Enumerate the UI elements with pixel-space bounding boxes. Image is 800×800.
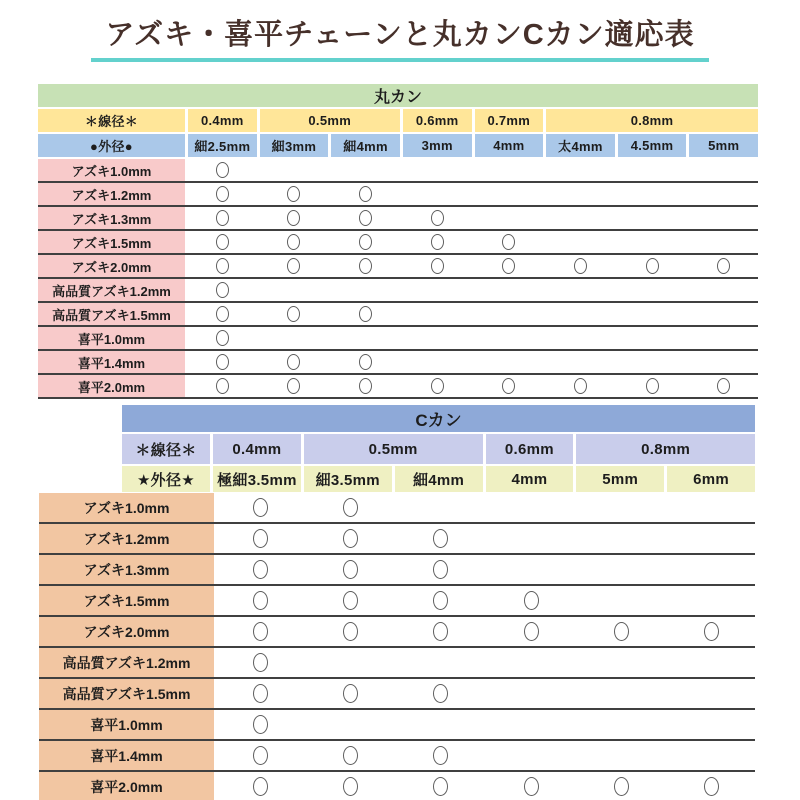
wire-size-cell: 0.6mm: [486, 434, 574, 464]
outer-size-cell: 6mm: [667, 466, 755, 492]
compatible-circle-mark: [343, 591, 358, 610]
mark-cell: [188, 303, 257, 325]
outer-diameter-label: ●外径●: [38, 134, 185, 157]
mark-cell: [331, 351, 400, 373]
compatible-circle-mark: [287, 378, 300, 394]
mark-cell: [487, 524, 574, 553]
row-label: アズキ1.5mm: [39, 586, 214, 615]
mark-cell: [546, 279, 615, 301]
mark-cell: [668, 524, 755, 553]
compatible-circle-mark: [216, 378, 229, 394]
mark-cell: [668, 710, 755, 739]
mark-cell: [307, 493, 394, 522]
outer-size-cell: 4mm: [486, 466, 574, 492]
marukan-table: [38, 84, 758, 399]
compatible-circle-mark: [343, 622, 358, 641]
mark-cell: [217, 555, 304, 584]
t1-title: 丸カン: [38, 84, 758, 107]
outer-size-cell: 細2.5mm: [188, 134, 257, 157]
mark-cell: [307, 710, 394, 739]
compatible-circle-mark: [253, 622, 268, 641]
mark-cell: [578, 772, 665, 800]
mark-cell: [403, 327, 472, 349]
compatible-circle-mark: [359, 210, 372, 226]
mark-cell: [188, 183, 257, 205]
mark-cell: [668, 741, 755, 770]
compatible-circle-mark: [216, 306, 229, 322]
mark-cell: [546, 303, 615, 325]
t2-title: Cカン: [122, 405, 755, 432]
compatible-circle-mark: [614, 622, 629, 641]
mark-cell: [331, 207, 400, 229]
mark-cell: [578, 617, 665, 646]
compatible-circle-mark: [287, 258, 300, 274]
mark-cell: [668, 586, 755, 615]
wire-size-cell: 0.8mm: [576, 434, 755, 464]
mark-cell: [689, 279, 758, 301]
mark-cell: [260, 255, 329, 277]
compatible-circle-mark: [717, 258, 730, 274]
compatible-circle-mark: [287, 354, 300, 370]
table-row: [39, 586, 755, 617]
mark-cell: [331, 231, 400, 253]
table-row: [38, 351, 758, 375]
wire-size-cell: 0.5mm: [260, 109, 400, 132]
row-label: アズキ2.0mm: [39, 617, 214, 646]
mark-cell: [188, 327, 257, 349]
mark-cell: [618, 159, 687, 181]
compatible-circle-mark: [216, 234, 229, 250]
outer-size-cell: 4mm: [475, 134, 544, 157]
compatible-circle-mark: [287, 306, 300, 322]
mark-cell: [217, 586, 304, 615]
outer-diameter-label: ★外径★: [122, 466, 210, 492]
mark-cell: [487, 648, 574, 677]
compatible-circle-mark: [253, 529, 268, 548]
mark-cell: [403, 303, 472, 325]
mark-cell: [546, 375, 615, 397]
row-label: アズキ1.3mm: [38, 207, 185, 229]
compatible-circle-mark: [502, 258, 515, 274]
row-label: アズキ1.2mm: [38, 183, 185, 205]
mark-cell: [618, 303, 687, 325]
mark-cell: [307, 524, 394, 553]
table-row: [39, 524, 755, 555]
mark-cell: [689, 231, 758, 253]
table-row: [38, 159, 758, 183]
mark-cell: [331, 183, 400, 205]
mark-cell: [475, 327, 544, 349]
table-row: [39, 741, 755, 772]
t2-outer-row: [122, 466, 755, 492]
wire-size-cell: 0.4mm: [213, 434, 301, 464]
compatible-circle-mark: [502, 378, 515, 394]
mark-cell: [689, 207, 758, 229]
mark-cell: [397, 648, 484, 677]
mark-cell: [475, 159, 544, 181]
mark-cell: [578, 555, 665, 584]
mark-cell: [689, 159, 758, 181]
compatible-circle-mark: [253, 653, 268, 672]
compatible-circle-mark: [253, 777, 268, 796]
mark-cell: [403, 231, 472, 253]
wire-size-cell: 0.6mm: [403, 109, 472, 132]
mark-cell: [578, 741, 665, 770]
row-label: アズキ1.3mm: [39, 555, 214, 584]
outer-size-cell: 細4mm: [395, 466, 483, 492]
compatible-circle-mark: [502, 234, 515, 250]
mark-cell: [618, 207, 687, 229]
mark-cell: [397, 493, 484, 522]
mark-cell: [668, 493, 755, 522]
mark-cell: [403, 375, 472, 397]
table-row: [39, 648, 755, 679]
compatible-circle-mark: [433, 529, 448, 548]
mark-cell: [397, 524, 484, 553]
mark-cell: [668, 555, 755, 584]
outer-size-cell: 5mm: [689, 134, 758, 157]
mark-cell: [397, 772, 484, 800]
compatible-circle-mark: [431, 258, 444, 274]
mark-cell: [307, 555, 394, 584]
wire-size-cell: 0.5mm: [304, 434, 483, 464]
mark-cell: [578, 524, 665, 553]
mark-cell: [217, 493, 304, 522]
outer-size-cell: 4.5mm: [618, 134, 687, 157]
mark-cell: [487, 772, 574, 800]
row-label: 高品質アズキ1.5mm: [38, 303, 185, 325]
mark-cell: [578, 679, 665, 708]
mark-cell: [689, 183, 758, 205]
mark-cell: [689, 351, 758, 373]
mark-cell: [578, 586, 665, 615]
compatible-circle-mark: [216, 282, 229, 298]
mark-cell: [668, 648, 755, 677]
compatible-circle-mark: [717, 378, 730, 394]
row-label: 喜平1.0mm: [39, 710, 214, 739]
compatible-circle-mark: [216, 354, 229, 370]
outer-size-cell: 極細3.5mm: [213, 466, 301, 492]
ckan-table-header: [122, 405, 755, 494]
mark-cell: [475, 351, 544, 373]
mark-cell: [487, 493, 574, 522]
table-row: [39, 679, 755, 710]
mark-cell: [475, 303, 544, 325]
mark-cell: [475, 279, 544, 301]
compatible-circle-mark: [253, 684, 268, 703]
compatible-circle-mark: [287, 210, 300, 226]
mark-cell: [188, 351, 257, 373]
table-row: [38, 183, 758, 207]
compatible-circle-mark: [287, 234, 300, 250]
mark-cell: [618, 231, 687, 253]
mark-cell: [475, 207, 544, 229]
mark-cell: [307, 617, 394, 646]
mark-cell: [260, 231, 329, 253]
mark-cell: [618, 183, 687, 205]
mark-cell: [188, 255, 257, 277]
mark-cell: [260, 327, 329, 349]
compatible-circle-mark: [524, 591, 539, 610]
compatible-circle-mark: [253, 498, 268, 517]
compatible-circle-mark: [343, 777, 358, 796]
compatible-circle-mark: [433, 777, 448, 796]
row-label: 喜平1.0mm: [38, 327, 185, 349]
page-title: [0, 12, 800, 62]
mark-cell: [260, 303, 329, 325]
mark-cell: [618, 351, 687, 373]
mark-cell: [487, 555, 574, 584]
compatible-circle-mark: [359, 354, 372, 370]
mark-cell: [331, 327, 400, 349]
table-row: [38, 279, 758, 303]
t1-wire-row: [38, 109, 758, 132]
mark-cell: [618, 255, 687, 277]
mark-cell: [331, 255, 400, 277]
outer-size-cell: 5mm: [576, 466, 664, 492]
compatible-circle-mark: [704, 777, 719, 796]
mark-cell: [578, 648, 665, 677]
mark-cell: [217, 524, 304, 553]
row-label: アズキ1.0mm: [39, 493, 214, 522]
mark-cell: [331, 375, 400, 397]
table-row: [38, 255, 758, 279]
compatible-circle-mark: [433, 746, 448, 765]
mark-cell: [397, 710, 484, 739]
compatible-circle-mark: [646, 258, 659, 274]
mark-cell: [546, 183, 615, 205]
mark-cell: [260, 279, 329, 301]
mark-cell: [331, 159, 400, 181]
compatible-circle-mark: [574, 378, 587, 394]
mark-cell: [487, 617, 574, 646]
compatible-circle-mark: [343, 746, 358, 765]
wire-size-cell: 0.7mm: [475, 109, 544, 132]
compatible-circle-mark: [614, 777, 629, 796]
mark-cell: [403, 183, 472, 205]
table-row: [39, 710, 755, 741]
mark-cell: [668, 772, 755, 800]
mark-cell: [546, 327, 615, 349]
row-label: 喜平1.4mm: [38, 351, 185, 373]
mark-cell: [188, 375, 257, 397]
table-row: [38, 231, 758, 255]
compatible-circle-mark: [433, 591, 448, 610]
compatible-circle-mark: [253, 591, 268, 610]
compatible-circle-mark: [216, 330, 229, 346]
compatible-circle-mark: [704, 622, 719, 641]
mark-cell: [397, 741, 484, 770]
outer-size-cell: 細4mm: [331, 134, 400, 157]
row-label: 高品質アズキ1.2mm: [39, 648, 214, 677]
outer-size-cell: 太4mm: [546, 134, 615, 157]
mark-cell: [487, 586, 574, 615]
mark-cell: [689, 303, 758, 325]
compatible-circle-mark: [216, 258, 229, 274]
mark-cell: [188, 159, 257, 181]
mark-cell: [260, 375, 329, 397]
mark-cell: [217, 648, 304, 677]
compatible-circle-mark: [253, 715, 268, 734]
mark-cell: [403, 207, 472, 229]
ckan-table-body: [39, 493, 755, 800]
mark-cell: [487, 741, 574, 770]
mark-cell: [546, 231, 615, 253]
mark-cell: [307, 648, 394, 677]
mark-cell: [403, 255, 472, 277]
compatible-circle-mark: [253, 560, 268, 579]
row-label: アズキ1.0mm: [38, 159, 185, 181]
mark-cell: [217, 741, 304, 770]
compatible-circle-mark: [431, 234, 444, 250]
row-label: アズキ1.2mm: [39, 524, 214, 553]
mark-cell: [260, 207, 329, 229]
mark-cell: [217, 772, 304, 800]
compatible-circle-mark: [433, 622, 448, 641]
mark-cell: [397, 617, 484, 646]
mark-cell: [331, 303, 400, 325]
mark-cell: [689, 255, 758, 277]
outer-size-cell: 3mm: [403, 134, 472, 157]
table-row: [39, 617, 755, 648]
mark-cell: [578, 493, 665, 522]
mark-cell: [403, 351, 472, 373]
row-label: 喜平2.0mm: [38, 375, 185, 397]
mark-cell: [546, 351, 615, 373]
wire-size-cell: 0.4mm: [188, 109, 257, 132]
table-row: [38, 207, 758, 231]
row-label: アズキ2.0mm: [38, 255, 185, 277]
mark-cell: [487, 710, 574, 739]
mark-cell: [546, 255, 615, 277]
mark-cell: [618, 327, 687, 349]
mark-cell: [217, 679, 304, 708]
row-label: 高品質アズキ1.2mm: [38, 279, 185, 301]
mark-cell: [188, 231, 257, 253]
mark-cell: [403, 279, 472, 301]
table-row: [38, 303, 758, 327]
compatible-circle-mark: [253, 746, 268, 765]
compatible-circle-mark: [359, 258, 372, 274]
table-row: [39, 555, 755, 586]
mark-cell: [260, 159, 329, 181]
mark-cell: [668, 679, 755, 708]
table-row: [38, 375, 758, 399]
wire-diameter-label: ＊線径＊: [122, 434, 210, 464]
compatible-circle-mark: [574, 258, 587, 274]
mark-cell: [397, 586, 484, 615]
mark-cell: [188, 279, 257, 301]
mark-cell: [475, 255, 544, 277]
compatible-circle-mark: [216, 210, 229, 226]
mark-cell: [546, 159, 615, 181]
wire-size-cell: 0.8mm: [546, 109, 758, 132]
outer-size-cell: 細3mm: [260, 134, 329, 157]
compatible-circle-mark: [359, 234, 372, 250]
compatible-circle-mark: [524, 777, 539, 796]
table-row: [39, 493, 755, 524]
compatible-circle-mark: [359, 378, 372, 394]
mark-cell: [307, 586, 394, 615]
mark-cell: [307, 741, 394, 770]
mark-cell: [397, 679, 484, 708]
mark-cell: [260, 351, 329, 373]
mark-cell: [307, 679, 394, 708]
row-label: 喜平2.0mm: [39, 772, 214, 800]
t1-outer-row: [38, 134, 758, 157]
page-title-text: アズキ・喜平チェーンと丸カンCカン適応表: [91, 12, 708, 62]
row-label: アズキ1.5mm: [38, 231, 185, 253]
mark-cell: [307, 772, 394, 800]
compatible-circle-mark: [216, 186, 229, 202]
mark-cell: [260, 183, 329, 205]
mark-cell: [188, 207, 257, 229]
compatible-circle-mark: [524, 622, 539, 641]
mark-cell: [546, 207, 615, 229]
mark-cell: [217, 710, 304, 739]
mark-cell: [475, 375, 544, 397]
row-label: 高品質アズキ1.5mm: [39, 679, 214, 708]
compatible-circle-mark: [343, 498, 358, 517]
compatible-circle-mark: [287, 186, 300, 202]
compatible-circle-mark: [343, 684, 358, 703]
mark-cell: [487, 679, 574, 708]
compatible-circle-mark: [359, 186, 372, 202]
compatible-circle-mark: [433, 560, 448, 579]
compatible-circle-mark: [431, 210, 444, 226]
compatible-circle-mark: [646, 378, 659, 394]
mark-cell: [397, 555, 484, 584]
compatible-circle-mark: [343, 529, 358, 548]
mark-cell: [331, 279, 400, 301]
mark-cell: [689, 375, 758, 397]
compatible-circle-mark: [431, 378, 444, 394]
outer-size-cell: 細3.5mm: [304, 466, 392, 492]
mark-cell: [618, 279, 687, 301]
compatible-circle-mark: [343, 560, 358, 579]
table-row: [38, 327, 758, 351]
mark-cell: [475, 183, 544, 205]
mark-cell: [668, 617, 755, 646]
mark-cell: [475, 231, 544, 253]
table-row: [39, 772, 755, 800]
compatible-circle-mark: [216, 162, 229, 178]
wire-diameter-label: ＊線径＊: [38, 109, 185, 132]
mark-cell: [578, 710, 665, 739]
mark-cell: [403, 159, 472, 181]
mark-cell: [689, 327, 758, 349]
row-label: 喜平1.4mm: [39, 741, 214, 770]
t2-wire-row: [122, 434, 755, 464]
compatible-circle-mark: [433, 684, 448, 703]
mark-cell: [618, 375, 687, 397]
mark-cell: [217, 617, 304, 646]
compatible-circle-mark: [359, 306, 372, 322]
